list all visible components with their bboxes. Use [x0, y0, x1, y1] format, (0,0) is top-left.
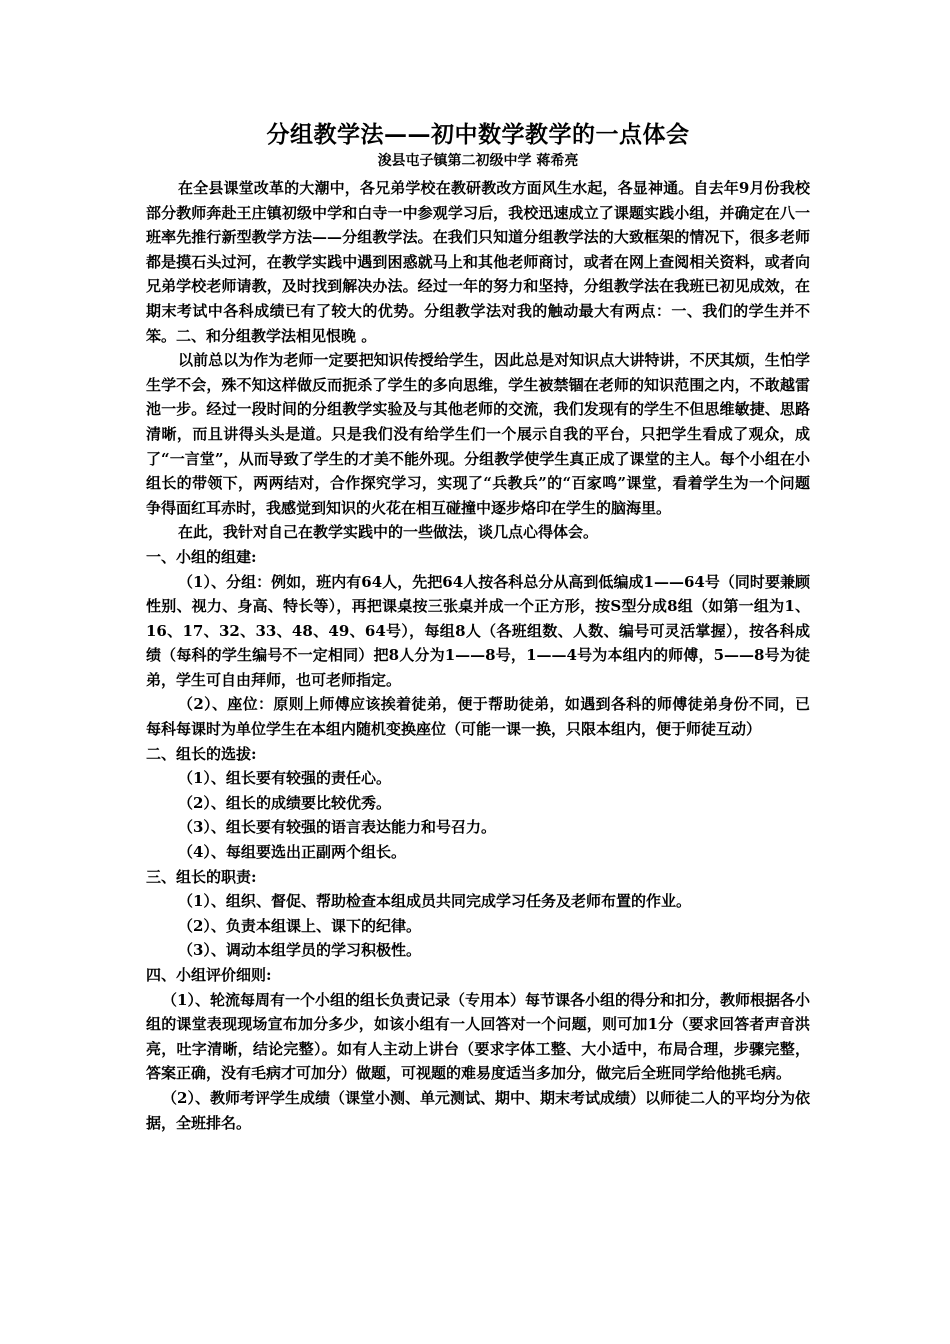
section-2-item: （2）、组长的成绩要比较优秀。 — [178, 793, 391, 812]
section-2-heading: 二、组长的选拔: — [146, 744, 257, 763]
intro-paragraph-1: 在全县课堂改革的大潮中，各兄弟学校在教研教改方面风生水起，各显神通。自去年9月份我校部分教师奔赴王庄镇初级中学和白寺一中参观学习后，我校迅速成立了课题实践小组，并确定在八一班率先推行新型教学方法——分组教学法。在我们只知道分组教学法的大致框架的情况下，很多老师都是摸石头过河，在教学实践中遇到困惑就马上和其他老师商讨，或者在网上查阅相关资料，或者向兄弟学校老师请教，及时找到解决办法。经过一年的努力和坚持，分组教学法在我班已初见成效，在期末考试中各科成绩已有了较大的优势。分组教学法对我的触动最大有两点：一、我们的学生并不笨。二、和分组教学法相见恨晚 。 — [146, 179, 810, 345]
section-4-paragraph-1: （1）、轮流每周有一个小组的组长负责记录（专用本）每节课各小组的得分和扣分，教师根据各小组的课堂表现现场宣布加分多少，如该小组有一人回答对一个问题，则可加1分（要求回答者声音洪亮，吐字清晰，结论完整）。如有人主动上讲台（要求字体工整、大小适中，布局合理，步骤完整，答案正确，没有毛病才可加分）做题，可视题的难易度适当多加分，做完后全班同学给他挑毛病。 — [146, 990, 810, 1083]
section-2-item: （4）、每组要选出正副两个组长。 — [178, 843, 406, 862]
section-1-paragraph-2: （2）、座位：原则上师傅应该挨着徒弟，便于帮助徒弟，如遇到各科的师傅徒弟身份不同，已每科每课时为单位学生在本组内随机变换座位（可能一课一换，只限本组内，便于师徒互动） — [146, 695, 810, 739]
section-3-heading: 三、组长的职责: — [146, 867, 257, 886]
section-2-item: （1）、组长要有较强的责任心。 — [178, 769, 391, 788]
intro-paragraph-2: 以前总以为作为老师一定要把知识传授给学生，因此总是对知识点大讲特讲，不厌其烦，生怕学生学不会，殊不知这样做反而扼杀了学生的多向思维，学生被禁锢在老师的知识范围之内，不敢越雷池一步。经过一段时间的分组教学实验及与其他老师的交流，我们发现有的学生不但思维敏捷、思路清晰，而且讲得头头是道。只是我们没有给学生们一个展示自我的平台，只把学生看成了观众，成了“一言堂”，从而导致了学生的才美不能外现。分组教学使学生真正成了课堂的主人。每个小组在小组长的带领下，两两结对，合作探究学习，实现了“兵教兵”的“百家鸣”课堂，看着学生为一个问题争得面红耳赤时，我感觉到知识的火花在相互碰撞中逐步烙印在学生的脑海里。 — [146, 351, 810, 517]
document-title: 分组教学法——初中数学教学的一点体会 — [266, 121, 690, 148]
section-4-heading: 四、小组评价细则: — [146, 966, 272, 984]
author-byline: 浚县屯子镇第二初级中学 蒋希亮 — [377, 153, 579, 169]
section-1-heading: 一、小组的组建: — [146, 547, 257, 566]
document-body — [146, 120, 810, 1135]
section-2-item: （3）、组长要有较强的语言表达能力和号召力。 — [178, 818, 496, 837]
section-3-item: （3）、调动本组学员的学习积极性。 — [178, 941, 421, 960]
section-1-paragraph-1: （1）、分组：例如，班内有64人，先把64人按各科总分从高到低编成1——64号（同时要兼顾性别、视力、身高、特长等），再把课桌按三张桌并成一个正方形，按S型分成8组（如第一组为1、16、17、32、33、48、49、64号），每组8人（各班组数、人数、编号可灵活掌握），按各科成绩（每科的学生编号不一定相同）把8人分为1——8号，1——4号为本组内的师傅，5——8号为徒弟，学生可自由拜师，也可老师指定。 — [146, 572, 810, 689]
intro-paragraph-3: 在此，我针对自己在教学实践中的一些做法，谈几点心得体会。 — [178, 523, 599, 542]
section-3-item: （1）、组织、督促、帮助检查本组成员共同完成学习任务及老师布置的作业。 — [178, 892, 691, 911]
section-3-item: （2）、负责本组课上、课下的纪律。 — [178, 916, 421, 935]
section-4-paragraph-2: （2）、教师考评学生成绩（课堂小测、单元测试、期中、期末考试成绩）以师徒二人的平均分为依据，全班排名。 — [146, 1088, 810, 1132]
